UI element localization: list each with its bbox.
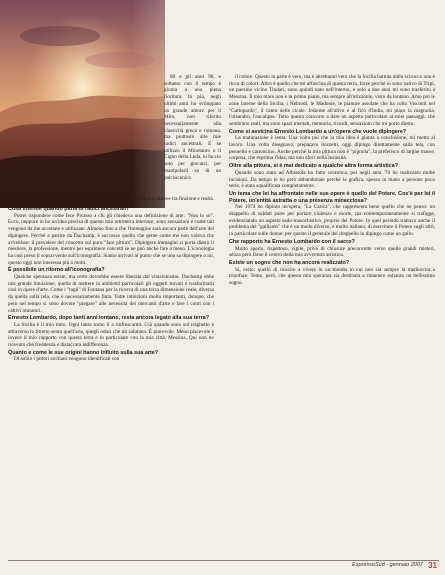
text-line-under-painting: in cui ci si muove tra finzione e realtà. [133,196,214,202]
page-number: 31 [428,560,437,570]
interview-question: Che rapporto ha Ernesto Lombardo con il sacro? [229,238,355,245]
paragraph: La maturazione è lenta. Una volta poi che la mia idea è giunta a conclusione, mi metto al lavoro. Una volta disegnavo, preparavo bozzetti, oggi dipingo direttamente sulla tela, con pennello e cartoncino. Anche perché la mia pittura non è "pignola", la preferisco di larghe masse, corposa, che esprima l'idea, ma non sfoci nella leziosità. [229,135,435,162]
paragraph: Sì, certo: quello di riuscire a vivere in un mondo in cui non sia sempre la mediocrità a trionfare. Temo, però, che questa mia speranza sia destinata a rimanere soltanto un bellissimo sogno. [229,266,435,287]
interview-question: Esiste un sogno che non ha ancora realizzato? [229,259,350,266]
interview-question: Cosa intende quando parla di radici ancestrali? [8,206,130,212]
paragraph: 80 e gli anni 90, e soltanto con il tempo è giunta a una piena fioritura. In più, negli ultimi anni ho sviluppato un grande amore per il Mito, non riferito necessariamente alla classicità greca e romana, ma piuttosto alle mie radici ancestrali. E se utilizzo il Minotauro o il Cigno della Leda, lo faccio solo per giocarci, per manipolarli su di un palcoscenico [164,74,221,181]
paragraph: Molto aperto, rispettoso, vigile, privo di chiusure preconcette verso quelle grandi misteri, senza però farne il centro della mia avventura artistica. [229,245,435,259]
interview-question: Quanto e come le sue origini hanno influito sulla sua arte? [8,349,159,356]
footer-rule [8,560,439,561]
page-footer [0,560,445,569]
interview-question: Ernesto Lombardo, dopo tanti anni lontano, resta ancora legato alla sua terra? [8,315,209,322]
paragraph: il colore. Questo in parte è vero, ma è altrettanto vero che la Sicilia battuta dallo scirocco non è ricca di colori. Altro è quello che mi affascina di questa terra, forse perché io sono nativo di Tripi, un paesino vicino Tindari, sono quindi nato nell'interno, e solo a due anni mi sono trasferito a Messina. Il mio mare non è in primo piano, ma sempre all'orizzonte, visto da lontano. Amo poi le zone interne della Sicilia, i Nebrodi, le Madonie, le pianure assolate che ha colto Visconti nel "Gattopardo", il canto delle cicale. Insieme all'ulivo e al fico d'India, mi piace la magnolia, l'oleandro, l'eucalipto. Tutto questo concorre a dare un aspetto particolare ai miei paesaggi, che sembrano reali, ma sono spazi mentali, memoria, ricordi, sensazioni che mi porto dietro. [229,74,435,127]
paragraph: Di solito i pittori siciliani vengono identificati con [14,356,120,363]
interview-question: È possibile un ritorno all'iconografia? [8,267,105,274]
interview-question: Oltre alla pittura, si è mai dedicato a qualche altra forma artistica? [229,163,398,170]
paragraph: La Sicilia è il mio mito. Ogni tanto torno lì a rinfrescarmi. Già quando sono sul traghetto e attraverso lo Stretto sento quell'aria, quegli odori che mi salutano. È piacevole. Meno piacevole è invece il mio rapporto con questa terra e in particolare con la mia città, Messina. Qui non ho ricevuto che freddezza e distaccata indifferenza. [8,321,214,349]
paragraph: Nel 1974 ho dipinto un'opera, "La Carica", che rappresenta bene quello che ne penso: un drappello di soldati parte per portare violenza e morte, ma contemporaneamente si trafigge, evidenziando un aspetto sado-masochistico, proprio del Potere. In quel periodo trattavo anche il problema del "gallismo" che è un modo diverso, e molto italiano, di esercitare il Potere sugli altri, in particolare sulle donne; per questo il generale del drappello lo dipingo come un gallo. [229,204,435,238]
text-column-right [229,74,435,287]
interview-question: Un tema che lei ha affrontato nelle sue opere è quello del Potere. Cos'è per lei il Potere, un'entità astratta o una presenza minacciosa? [229,190,435,204]
paragraph: Quando sono stato ad Albissola ho fatto ceramica, poi negli anni '70 ho realizzato molte incisioni. Da tempo le ho però abbandonate perché la grafica, spesso in mano a persone poco serie, è stata squalificata completamente. [229,169,435,190]
interview-question: Come si avvicina Ernesto Lombardo a un'opera che vuole dipingere? [229,128,407,135]
publication-info: EspressoSud - gennaio 2007 [352,562,423,568]
text-column-left [8,205,214,363]
paragraph: Potrei rispondere come fece Picasso a chi gli chiedeva una definizione di arte: "Non lo so". Ecco, neppure io ho un'idea precisa di questo mio retroterra interiore, sono sensazioni e come tali vengono da me accettate e utilizzate. Almeno fino a che l'immagine sarà ancora parte dell'arte del dipingere. Perché a partire da Duchamp, è successo quello che gente come me non voleva che avvenisse: il prevalere del concetto sul puro "fare pittura". Dipingere immagini si porta dietro il mestiere, la professione, mentre per esprimere concetti se ne può anche fare a meno. L'iconologia ha così preso il sopravvento sull'iconografia. Siamo arrivati al punto che se uno sa dipingere o no, questo oggi non interessa più a molti. [8,212,214,266]
text-column-right-of-painting [164,74,221,181]
landscape-painting [0,0,165,208]
paragraph: Qualche speranza esiste, ma certo dovrebbe essere liberata dal citazionismo. Duchamp ebbe una grande intuizione, quella di mettere in ambienti particolari gli oggetti trovati e trasformarli così in opere d'arte. Come i "tagli" di Fontana per la ricerca di una terza dimensione reale, diversa da quella sulla tela, che è necessariamente finta. Tutte intuizioni molto importanti, dunque, che però nel tempo si sono dovute "piegare" alle necessità dei mercanti d'arte e fare i conti con i cattivi imitatori. [8,274,214,314]
